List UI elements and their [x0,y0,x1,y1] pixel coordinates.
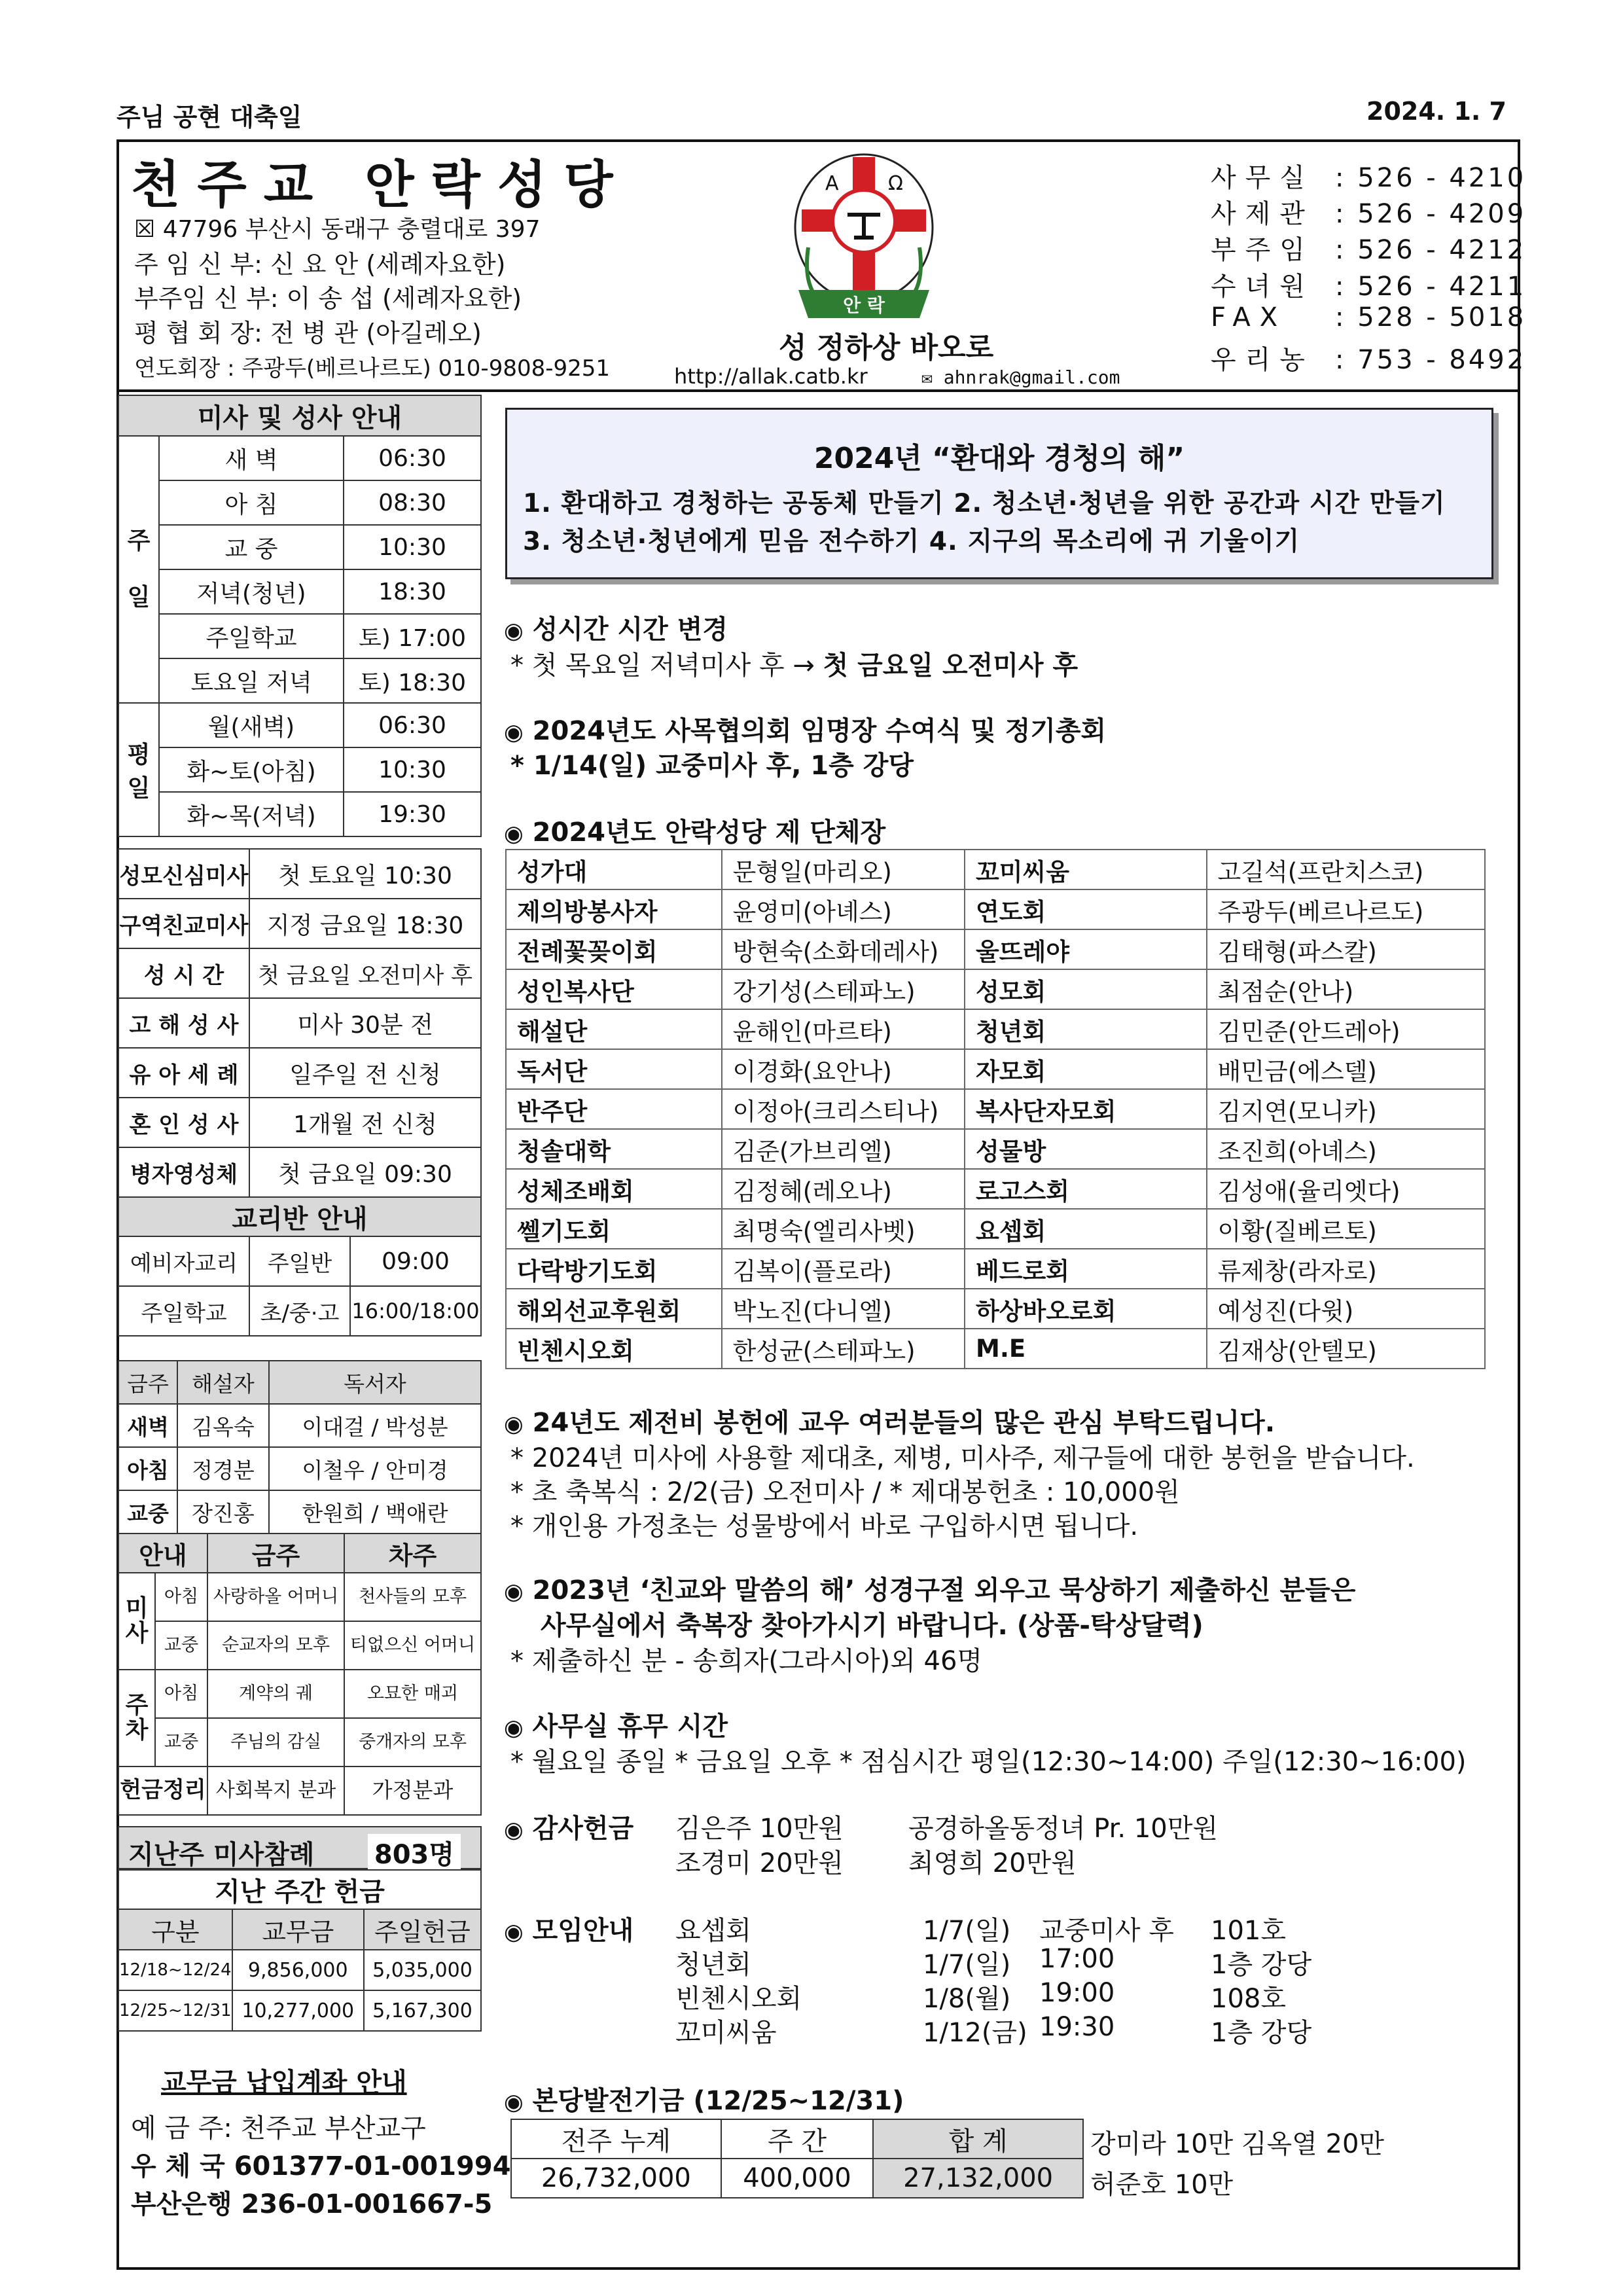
meeting-heading: ◉ 모임안내 [504,1916,634,1946]
group-leader: 김태형(파스칼) [1207,929,1485,969]
thanks-donor: 최영희 20만원 [908,1848,1077,1878]
guide-table: 안내 금주 차주 미 사 아침 사랑하올 어머니 천사들의 모후 교중 순교자의 모후 티없으신 어머니 주 차 아침 계약의 궤 오묘한 매괴 교중 주님의 감실 중개자의 모후 헌금정리 사회복지 분과 가정분과 [118,1533,482,1816]
council-president-line: 평 협 회 장: 전 병 관 (아길레오) [134,319,482,348]
offer-heading: ◉ 24년도 제전비 봉헌에 교우 여러분들의 많은 관심 부탁드립니다. [504,1408,1275,1438]
phone-rectory: 사제관 : 526 - 4209 [1211,199,1527,229]
group-row [506,850,1485,889]
group-name: 성인복사단 [506,969,722,1009]
bible-text: * 제출하신 분 - 송희자(그라시아)외 46명 [510,1646,983,1676]
group-leader: 이정아(크리스티나) [722,1089,965,1129]
group-leader: 고길석(프란치스코) [1207,850,1485,889]
council-heading: ◉ 2024년도 사목협의회 임명장 수여식 및 정기총회 [504,716,1107,746]
address: ☒ 47796 부산시 동래구 충렬대로 397 [134,216,541,243]
group-name: 독서단 [506,1049,722,1089]
group-leader: 배민금(에스델) [1207,1049,1485,1089]
catechism-title: 교리반 안내 [118,1197,481,1236]
bible-heading-2: 사무실에서 축복장 찾아가시기 바랍니다. (상품-탁상달력) [541,1611,1204,1641]
attendance-row: 지난주 미사참례 803명 [118,1826,482,1869]
assistant-pastor-line: 부주임 신 부: 이 송 섭 (세례자요한) [134,284,522,313]
holy-hour-heading: ◉ 성시간 시간 변경 [504,615,728,645]
offer-line-2: * 초 축복식 : 2/2(금) 오전미사 / * 제대봉헌초 : 10,000원 [510,1477,1180,1507]
group-leader: 주광두(베르나르도) [1207,889,1485,929]
group-name: M.E [965,1329,1207,1369]
feast-title: 주님 공현 대축일 [116,103,302,132]
group-leader: 문형일(마리오) [722,850,965,889]
group-name: 꼬미씨움 [965,850,1207,889]
meeting-time: 17:00 [1039,1944,1115,1974]
group-name: 해설단 [506,1009,722,1049]
group-name: 제의방봉사자 [506,889,722,929]
meeting-place: 108호 [1211,1984,1286,2014]
group-name: 복사단자모회 [965,1089,1207,1129]
account-title: 교무금 납입계좌 안내 [161,2068,407,2098]
group-leader: 예성진(다윗) [1207,1289,1485,1329]
group-name: 청년회 [965,1009,1207,1049]
header-divider [116,389,1520,392]
group-name: 쎌기도회 [506,1209,722,1249]
bulletin-date: 2024. 1. 7 [1366,97,1507,126]
banner-line-2: 3. 청소년·청년에게 믿음 전수하기 4. 지구의 목소리에 귀 기울이기 [523,527,1300,556]
weekday-label: 평 일 [118,703,159,836]
meeting-date: 1/7(일) [923,1916,1011,1946]
group-leader: 박노진(다니엘) [722,1289,965,1329]
offer-line-3: * 개인용 가정초는 성물방에서 바로 구입하시면 됩니다. [510,1511,1139,1541]
thanks-donor: 공경하올동정녀 Pr. 10만원 [908,1814,1218,1844]
group-row [506,1129,1485,1169]
meeting-place: 101호 [1211,1916,1286,1946]
groups-heading: ◉ 2024년도 안락성당 제 단체장 [504,817,886,848]
council-text: * 1/14(일) 교중미사 후, 1층 강당 [510,751,914,781]
group-name: 베드로회 [965,1249,1207,1289]
offer-line-1: * 2024년 미사에 사용할 제대초, 제병, 미사주, 제구들에 대한 봉헌을 받습니다. [510,1443,1415,1473]
email-link[interactable] [921,367,1120,388]
account-holder: 예 금 주: 천주교 부산교구 [131,2113,426,2144]
sacrament-table: 성모신심미사 첫 토요일 10:30 구역친교미사 지정 금요일 18:30 성 시 간 첫 금요일 오전미사 후 고 해 성 사 미사 30분 전 유 아 세 례 일주일 전 신청 혼 인 성 사 1개월 전 신청 병자영성체 첫 금요일 09:30 [118,848,482,1198]
group-row [506,1329,1485,1369]
group-leader: 윤영미(아녜스) [722,889,965,929]
group-name: 청솔대학 [506,1129,722,1169]
mail-icon: ✉ [921,367,944,388]
banner-title: 2024년 “환대와 경청의 해” [813,442,1185,475]
group-leader: 최명숙(엘리사벳) [722,1209,965,1249]
group-leader: 김복이(플로라) [722,1249,965,1289]
group-row [506,889,1485,929]
meeting-date: 1/8(월) [923,1984,1011,2014]
banner-line-1: 1. 환대하고 경청하는 공동체 만들기 2. 청소년·청년을 위한 공간과 시간 만들기 [523,489,1446,518]
group-name: 다락방기도회 [506,1249,722,1289]
fund-table: 전주 누계 주 간 합 계 26,732,000 400,000 27,132,000 [510,2119,1084,2198]
bible-heading: ◉ 2023년 ‘친교와 말씀의 해’ 성경구절 외우고 묵상하기 제출하신 분들은 [504,1575,1356,1605]
fund-donors-2: 허준호 10만 [1090,2170,1234,2200]
thanks-heading: ◉ 감사헌금 [504,1814,634,1844]
holy-hour-text: * 첫 목요일 저녁미사 후 → 첫 금요일 오전미사 후 [510,651,1079,681]
thanks-donor: 조경미 20만원 [675,1848,844,1878]
group-leader: 김지연(모니카) [1207,1089,1485,1129]
phone-office: 사무실 : 526 - 4210 [1211,163,1527,193]
account-post: 우 체 국 601377-01-001994 [131,2151,511,2181]
group-name: 성가대 [506,850,722,889]
group-row [506,1049,1485,1089]
pastor-line: 주 임 신 부: 신 요 안 (세례자요한) [134,250,506,279]
thanks-donor: 김은주 10만원 [675,1814,844,1844]
logo-omega: Ω [888,172,903,195]
group-name: 성물방 [965,1129,1207,1169]
meeting-place: 1층 강당 [1211,2018,1312,2048]
group-name: 울뜨레야 [965,929,1207,969]
meeting-place: 1층 강당 [1211,1950,1312,1980]
group-leader: 조진희(아녜스) [1207,1129,1485,1169]
group-row [506,1209,1485,1249]
phone-assistant: 부주임 : 526 - 4212 [1211,235,1527,265]
group-name: 성모회 [965,969,1207,1009]
phone-fax: FAX : 528 - 5018 [1211,302,1527,332]
meeting-time: 19:30 [1039,2012,1115,2042]
group-row [506,1009,1485,1049]
group-row [506,969,1485,1009]
group-name: 하상바오로회 [965,1289,1207,1329]
group-name: 성체조배회 [506,1169,722,1209]
group-leader: 김준(가브리엘) [722,1129,965,1169]
group-row [506,1089,1485,1129]
phone-convent: 수녀원 : 526 - 4211 [1211,272,1527,302]
meeting-name: 요셉회 [675,1916,751,1946]
church-name: 천주교 안락성당 [131,155,630,215]
office-heading: ◉ 사무실 휴무 시간 [504,1712,728,1742]
fund-heading: ◉ 본당발전기금 (12/25~12/31) [504,2086,904,2116]
group-leader: 최점순(안나) [1207,969,1485,1009]
mass-schedule-table: 미사 및 성사 안내 주 일 새 벽 06:30 아 침 08:30 교 중 10:30 저녁(청년) 18:30 주일학교 토) 17:00 토요일 저녁 토) 18:30 평 일 월(새벽) 06:30 화~토(아침) 10:30 화~목(저녁) 19:30 [118,395,482,837]
catechism-table: 교리반 안내 예비자교리 주일반 09:00 주일학교 초/중·고 16:00/18:00 [118,1196,482,1336]
group-leader: 류제창(라자로) [1207,1249,1485,1289]
sunday-label: 주 일 [118,436,159,703]
rosary-group-line: 연도회장 : 주광두(베르나르도) 010-9808-9251 [134,355,611,382]
meeting-time: 19:00 [1039,1978,1115,2008]
group-leader: 강기성(스테파노) [722,969,965,1009]
office-text: * 월요일 종일 * 금요일 오후 * 점심시간 평일(12:30~14:00) 주일(12:30~16:00) [510,1747,1467,1777]
meeting-date: 1/12(금) [923,2018,1027,2048]
phone-farm: 우리농 : 753 - 8492 [1211,345,1527,375]
patron-saint: 성 정하상 바오로 [779,331,994,365]
theme-banner [505,408,1493,579]
group-row [506,929,1485,969]
meeting-name: 빈첸시오회 [675,1984,802,2014]
group-leader: 이황(질베르토) [1207,1209,1485,1249]
logo-alpha: A [825,172,839,195]
group-row [506,1289,1485,1329]
group-leaders-table [505,849,1486,1369]
logo-ribbon-text: 안 락 [843,295,885,316]
group-leader: 윤해인(마르타) [722,1009,965,1049]
group-leader: 방현숙(소화데레사) [722,929,965,969]
mass-title: 미사 및 성사 안내 [118,395,481,436]
meeting-name: 꼬미씨움 [675,2018,777,2048]
group-name: 해외선교후원회 [506,1289,722,1329]
offering-table: 지난 주간 헌금 구분 교무금 주일헌금 12/18~12/24 9,856,000 5,035,000 12/25~12/31 10,277,000 5,167,300 [118,1869,482,2032]
group-leader: 김민준(안드레아) [1207,1009,1485,1049]
fund-donors-1: 강미라 10만 김옥열 20만 [1090,2129,1385,2159]
group-leader: 한성균(스테파노) [722,1329,965,1369]
group-name: 전례꽃꽂이회 [506,929,722,969]
group-name: 연도회 [965,889,1207,929]
group-name: 자모회 [965,1049,1207,1089]
meeting-time: 교중미사 후 [1039,1916,1174,1946]
group-name: 로고스회 [965,1169,1207,1209]
reader-table: 금주 해설자 독서자 새벽 김옥숙 이대걸 / 박성분 아침 정경분 이철우 / 안미경 교중 장진홍 한원희 / 백애란 [118,1360,482,1534]
group-name: 요셉회 [965,1209,1207,1249]
group-row [506,1169,1485,1209]
group-row [506,1249,1485,1289]
website-link[interactable]: http://allak.catb.kr [674,364,868,389]
group-name: 반주단 [506,1089,722,1129]
group-name: 빈첸시오회 [506,1329,722,1369]
group-leader: 김정혜(레오나) [722,1169,965,1209]
meeting-date: 1/7(일) [923,1950,1011,1980]
email-text: ahnrak@gmail.com [943,367,1120,388]
group-leader: 이경화(요안나) [722,1049,965,1089]
account-bank: 부산은행 236-01-001667-5 [131,2189,493,2219]
group-leader: 김재상(안텔모) [1207,1329,1485,1369]
group-leader: 김성애(율리엣다) [1207,1169,1485,1209]
church-logo [789,149,939,326]
meeting-name: 청년회 [675,1950,751,1980]
